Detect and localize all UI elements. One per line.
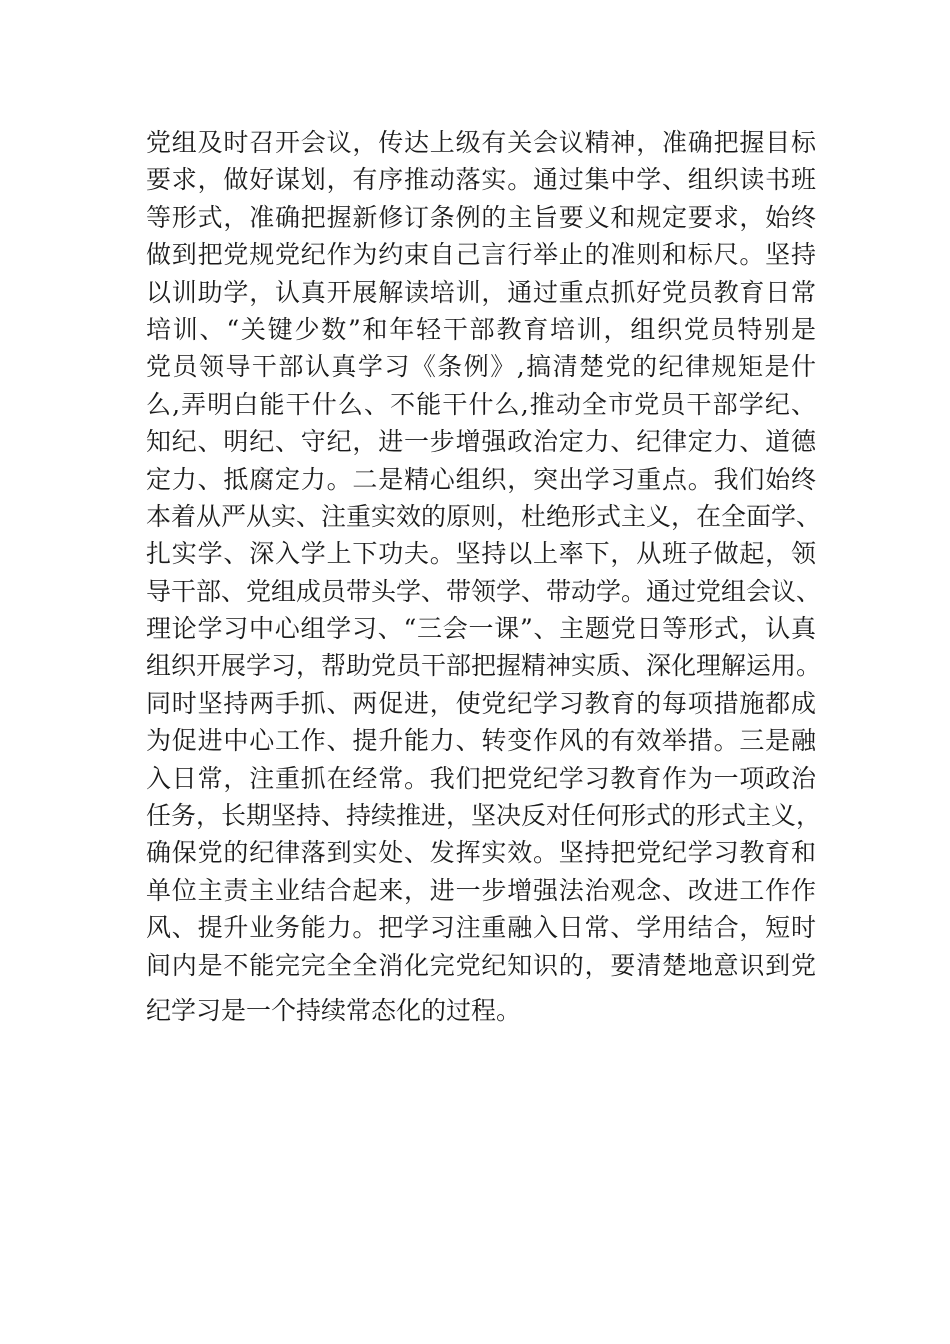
text-line: 风、提升业务能力。把学习注重融入日常、学用结合，短时 [146,913,816,943]
text-line: 确保党的纪律落到实处、发挥实效。坚持把党纪学习教育和 [146,838,816,868]
text-line: 纪学习是一个持续常态化的过程。 [146,995,522,1025]
text-line: 做到把党规党纪作为约束自己言行举止的准则和标尺。坚持 [146,240,816,270]
body-paragraph [146,124,822,1029]
text-line: 任务，长期坚持、持续推进，坚决反对任何形式的形式主义， [146,801,822,831]
text-line: 知纪、明纪、守纪，进一步增强政治定力、纪律定力、道德 [146,427,816,457]
text-line: 培训、“关键少数”和年轻干部教育培训，组织党员特别是 [146,314,816,344]
text-line: 党员领导干部认真学习《条例》,搞清楚党的纪律规矩是什 [146,352,816,382]
text-line: 入日常，注重抓在经常。我们把党纪学习教育作为一项政治 [146,763,816,793]
text-line: 要求，做好谋划，有序推动落实。通过集中学、组织读书班 [146,165,816,195]
text-line: 组织开展学习，帮助党员干部把握精神实质、深化理解运用。 [146,651,822,681]
text-line: 为促进中心工作、提升能力、转变作风的有效举措。三是融 [146,726,816,756]
text-line: 等形式，准确把握新修订条例的主旨要义和规定要求，始终 [146,202,816,232]
text-line: 间内是不能完完全全消化完党纪知识的，要清楚地意识到党 [146,950,816,980]
text-line: 党组及时召开会议，传达上级有关会议精神，准确把握目标 [146,128,816,157]
text-line: 扎实学、深入学上下功夫。坚持以上率下，从班子做起，领 [146,539,816,569]
text-line: 同时坚持两手抓、两促进，使党纪学习教育的每项措施都成 [146,688,816,718]
text-line: 么,弄明白能干什么、不能干什么,推动全市党员干部学纪、 [146,389,816,419]
text-line: 本着从严从实、注重实效的原则，杜绝形式主义，在全面学、 [146,501,822,531]
text-line: 以训助学，认真开展解读培训，通过重点抓好党员教育日常 [146,277,816,307]
text-line: 导干部、党组成员带头学、带领学、带动学。通过党组会议、 [146,576,822,606]
text-line: 单位主责主业结合起来，进一步增强法治观念、改进工作作 [146,875,816,905]
text-line: 理论学习中心组学习、“三会一课”、主题党日等形式，认真 [146,614,816,644]
text-line: 定力、抵腐定力。二是精心组织，突出学习重点。我们始终 [146,464,816,494]
